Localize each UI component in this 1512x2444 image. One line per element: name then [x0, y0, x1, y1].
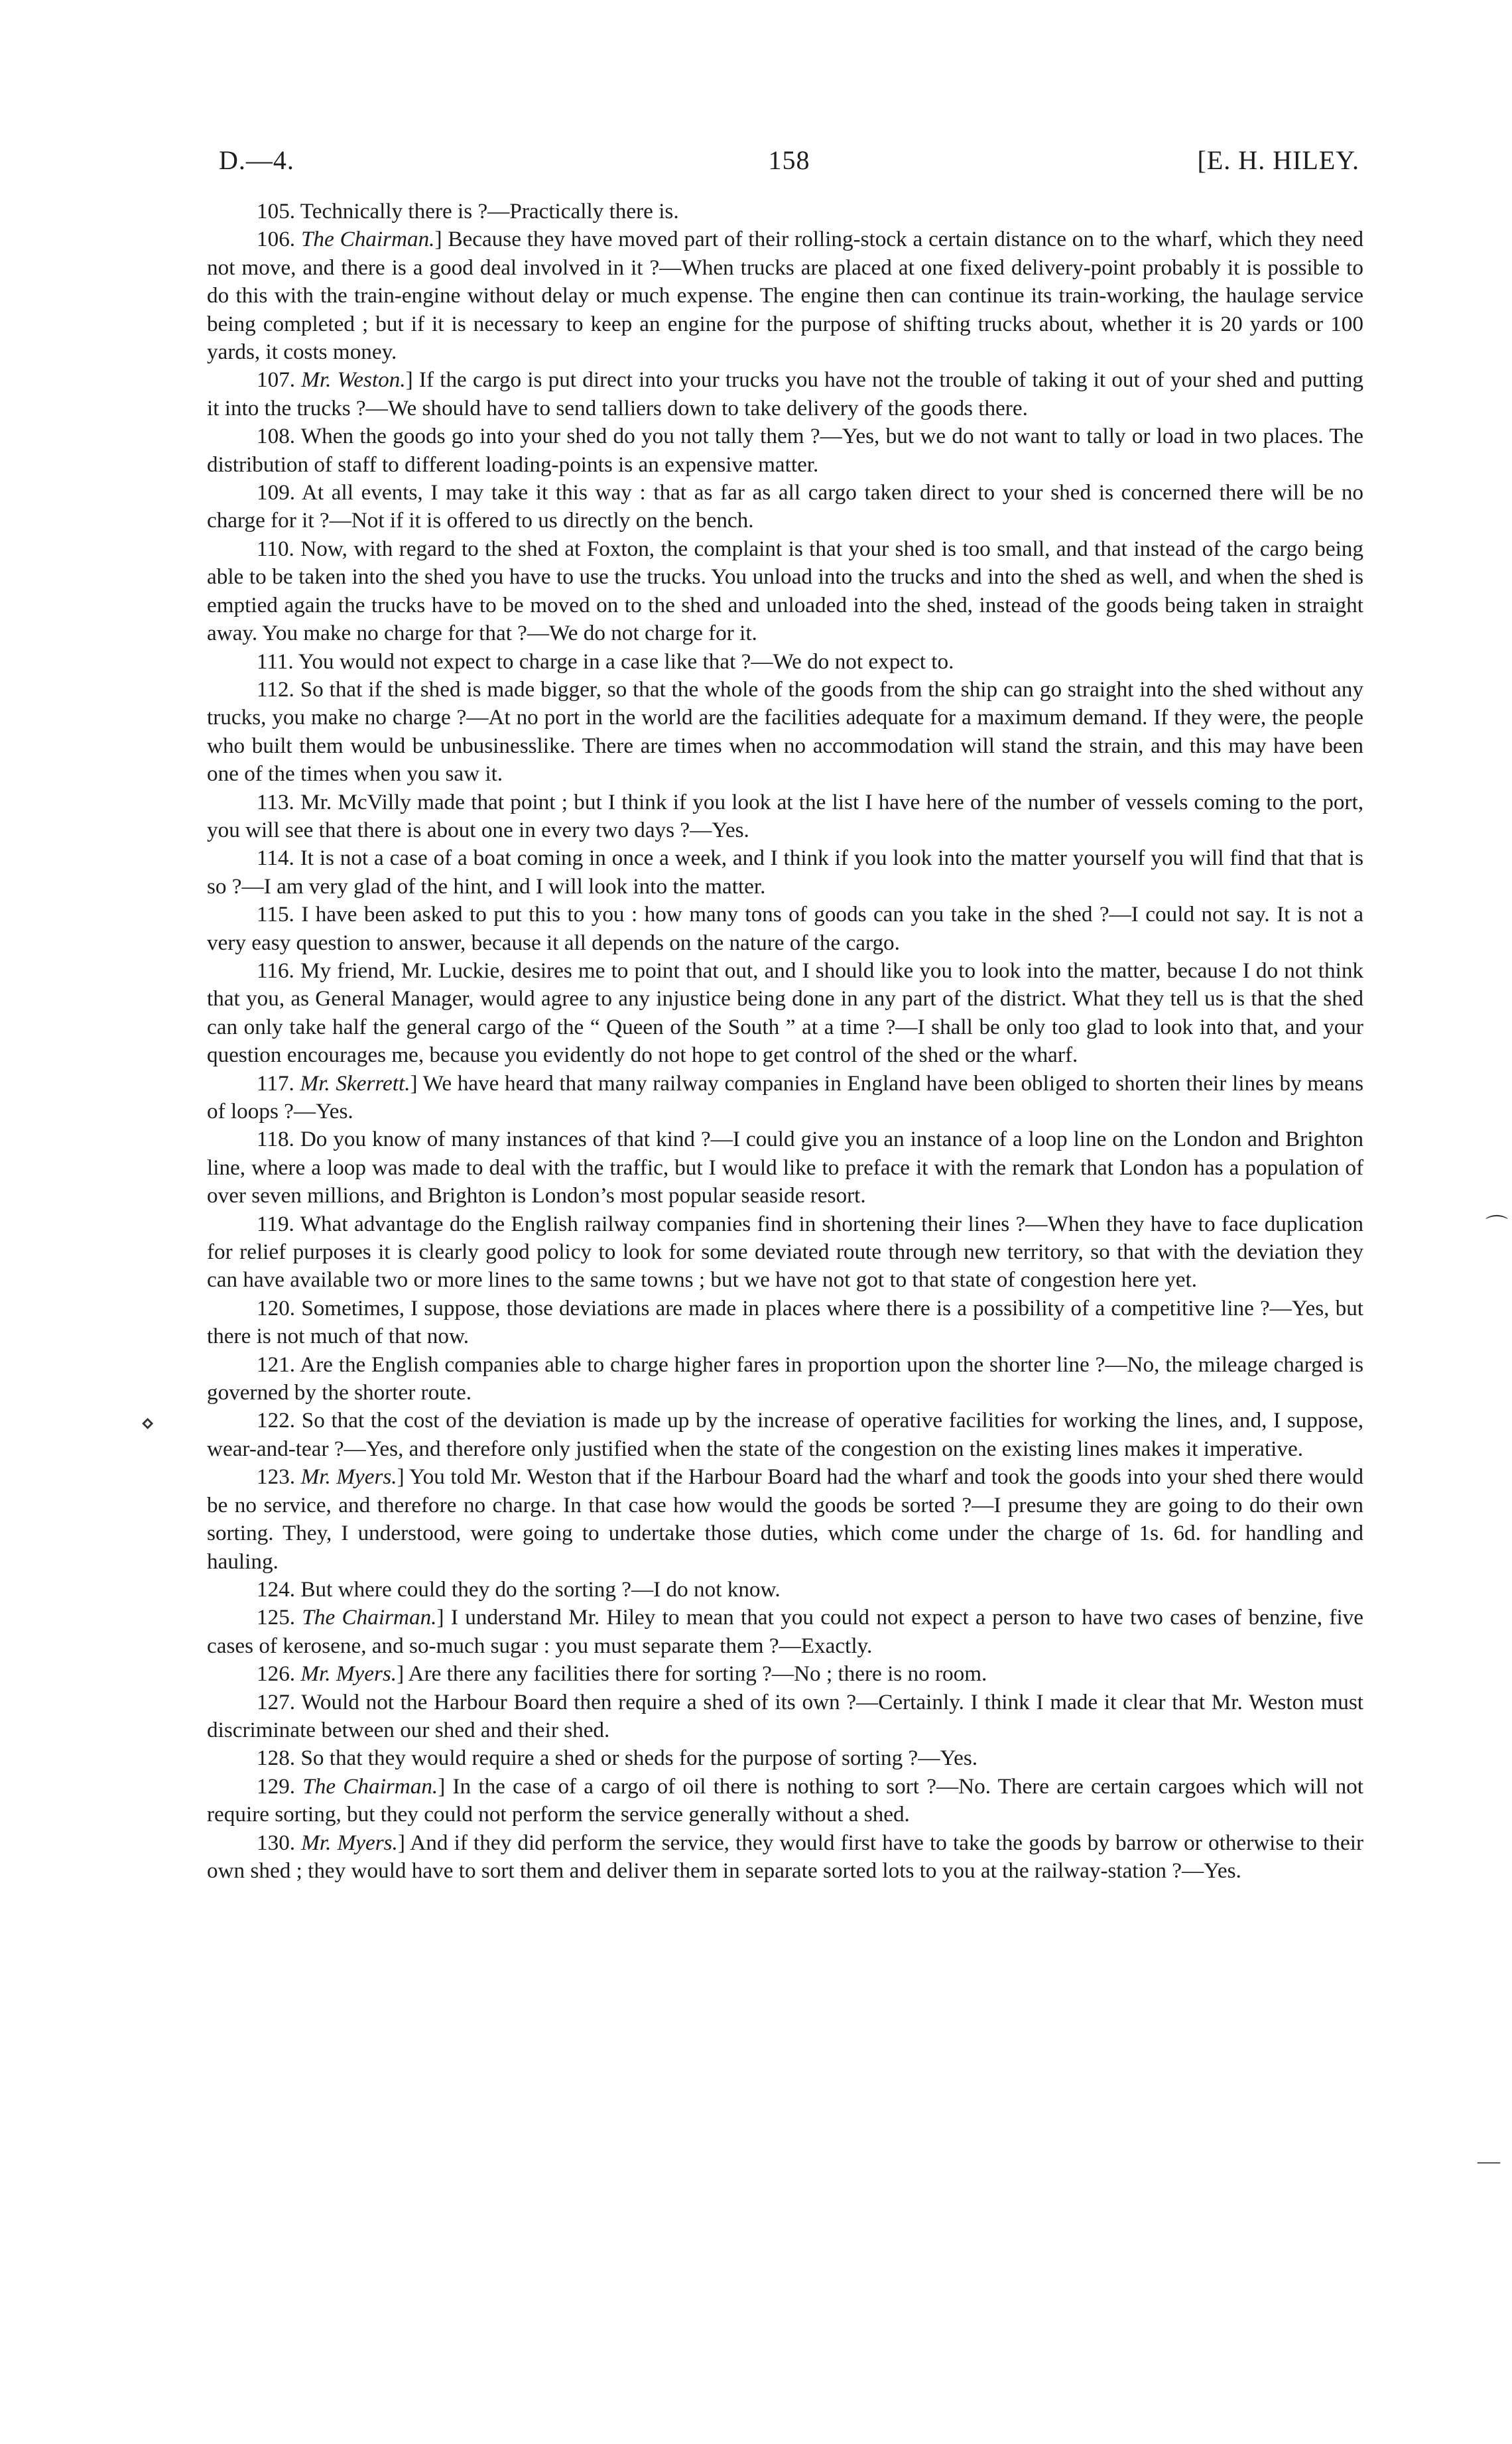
paragraph	[207, 479, 1363, 535]
paragraph-text: So that the cost of the deviation is made up by the increase of operative facilities for working the lines, and, I suppose, wear-and-tear ?—Yes, and therefore only justified when the state of the congestion on the existing lines makes it imperative.	[207, 1408, 1363, 1461]
paragraph-text: And if they did perform the service, they would first have to take the goods by barrow or otherwise to their own shed ; they would have to sort them and deliver them in separate sorted lots to you at the railway-station ?—Yes.	[207, 1830, 1364, 1883]
paragraph-text: Are there any facilities there for sorting ?—No ; there is no room.	[408, 1661, 987, 1687]
paragraph-text: Sometimes, I suppose, those deviations are made in places where there is a possibility of a competitive line ?—Yes, but there is not much of that now.	[207, 1295, 1364, 1349]
paragraph-number: 105.	[257, 199, 296, 224]
paragraph-text: I understand Mr. Hiley to mean that you could not expect a person to have two cases of benzine, five cases of kerosene, and so-much sugar : you must separate them ?—Exactly.	[207, 1605, 1363, 1658]
paragraph: 130. Mr. Myers.] And if they did perform the service, they would first have to take the goods by barrow or otherwise to their own shed ; they would have to sort them and deliver them in separate sorted lots to you at the railway-station ?—Yes.	[207, 1830, 1364, 1883]
paragraph-number: 109.	[257, 480, 296, 505]
paragraph-number: 108.	[257, 424, 296, 449]
speaker-name: Mr. Skerrett.	[300, 1070, 410, 1096]
paragraph-number: 112.	[257, 676, 294, 702]
paragraph-text: Do you know of many instances of that kind ?—I could give you an instance of a loop line on the London and Brighton line, where a loop was made to deal with the traffic, but I would like to preface it with the remark that London has a population of over seven millions, and Brighton is London’s most popular seaside resort.	[207, 1127, 1364, 1208]
paragraph	[207, 676, 1363, 789]
paragraph-text: Are the English companies able to charge higher fares in proportion upon the shorter line ?—No, the mileage charged is governed by the shorter route.	[207, 1352, 1363, 1405]
speaker-name: The Chairman.	[300, 227, 435, 252]
paragraph: 129. The Chairman.] In the case of a cargo of oil there is nothing to sort ?—No. There are certain cargoes which will not require sorting, but they could not perform the service generally without a shed.	[207, 1773, 1363, 1827]
paragraph	[207, 901, 1363, 957]
paragraph-number: 115.	[257, 902, 294, 927]
paragraph: 126. Mr. Myers.] Are there any facilities there for sorting ?—No ; there is no room.	[257, 1661, 987, 1687]
page-header	[219, 145, 1359, 184]
speaker-name: The Chairman.	[302, 1773, 438, 1799]
paragraph: 123. Mr. Myers.] You told Mr. Weston that if the Harbour Board had the wharf and took the goods into your shed there would be no service, and therefore no charge. In that case how would the goods be sorted ?—I presume they are going to do their own sorting. They, I understood, were going to undertake those duties, which come under the charge of 1s. 6d. for handling and hauling.	[207, 1464, 1364, 1574]
witness-name: [E. H. HILEY.	[1197, 145, 1359, 175]
speaker-name: Mr. Myers.	[300, 1661, 397, 1687]
paragraph-number: 126.	[257, 1661, 296, 1687]
paragraph-text: So that if the shed is made bigger, so that the whole of the goods from the ship can go straight into the shed without any trucks, you make no charge ?—At no port in the world are the facilities adequate for a maximum demand. If they were, the people who built them would be unbusinesslike. There are times when no accommodation will stand the strain, and this may have been one of the times when you saw it.	[207, 676, 1363, 787]
margin-mark: ⌒	[1485, 1215, 1508, 1240]
paragraph-text: Mr. McVilly made that point ; but I think if you look at the list I have here of the number of vessels coming to the port, you will see that there is about one in every two days ?—Yes.	[207, 789, 1363, 842]
section-label: D.—4.	[219, 145, 294, 175]
paragraph: 117. Mr. Skerrett.] We have heard that many railway companies in England have been obliged to shorten their lines by means of loops ?—Yes.	[207, 1070, 1364, 1124]
paragraph-text: If the cargo is put direct into your trucks you have not the trouble of taking it out of your shed and putting it into the trucks ?—We should have to send talliers down to take delivery of the goods there.	[207, 367, 1363, 420]
paragraph-number: 117.	[257, 1070, 294, 1096]
paragraph: 106. The Chairman.] Because they have moved part of their rolling-stock a certain distance on to the wharf, which they need not move, and there is a good deal involved in it ?—When trucks are placed at one fixed delivery-point probably it is possible to do this with the train-engine without delay or much expense. The engine then can continue its train-working, the haulage service being completed ; but if it is necessary to keep an engine for the purpose of shifting trucks about, whether it is 20 yards or 100 yards, it costs money.	[207, 227, 1363, 365]
paragraph-number: 107.	[257, 367, 296, 393]
paragraph-text: I have been asked to put this to you : how many tons of goods can you take in the shed ?—I could not say. It is not a very easy question to answer, because it all depends on the nature of the cargo.	[207, 902, 1364, 955]
paragraph-number: 116.	[257, 958, 294, 983]
paragraph	[207, 1295, 1363, 1351]
paragraph-text: But where could they do the sorting ?—I do not know.	[300, 1576, 781, 1602]
paragraph-text: So that they would require a shed or sheds for the purpose of sorting ?—Yes.	[300, 1746, 978, 1771]
transcript-body	[207, 198, 1363, 1885]
paragraph-number: 119.	[257, 1211, 294, 1236]
paragraph-number: 122.	[257, 1408, 296, 1433]
paragraph	[207, 1576, 1363, 1604]
paragraph: 125. The Chairman.] I understand Mr. Hiley to mean that you could not expect a person to have two cases of benzine, five cases of kerosene, and so-much sugar : you must separate them ?—Exactly.	[207, 1605, 1363, 1658]
paragraph-number: 106.	[257, 227, 296, 252]
paragraph-number: 123.	[257, 1464, 296, 1490]
paragraph	[207, 1689, 1363, 1745]
paragraph-text: It is not a case of a boat coming in once a week, and I think if you look into the matter yourself you will find that that is so ?—I am very glad of the hint, and I will look into the matter.	[207, 846, 1363, 899]
paragraph-number: 118.	[257, 1127, 294, 1152]
paragraph-number: 121.	[257, 1352, 296, 1377]
speaker-name: Mr. Weston.	[301, 367, 406, 393]
paragraph	[207, 1744, 1363, 1772]
paragraph	[207, 789, 1363, 845]
paragraph-number: 127.	[257, 1689, 296, 1714]
paragraph-number: 125.	[257, 1605, 296, 1630]
paragraph-text: In the case of a cargo of oil there is nothing to sort ?—No. There are certain cargoes which will not require sorting, but they could not perform the service generally without a shed.	[207, 1773, 1363, 1827]
paragraph-number: 130.	[257, 1830, 296, 1855]
paragraph-text: Now, with regard to the shed at Foxton, the complaint is that your shed is too small, and that instead of the cargo being able to be taken into the shed you have to use the trucks. You unload into the trucks and into the shed as well, and when the shed is emptied again the trucks have to be moved on to the shed and unloaded into the shed, instead of the goods being taken in straight away. You make no charge for that ?—We do not charge for it.	[207, 536, 1363, 646]
paragraph-text: Would not the Harbour Board then require a shed of its own ?—Certainly. I think I made it clear that Mr. Weston must discriminate between our shed and their shed.	[207, 1689, 1363, 1742]
paragraph-number: 124.	[257, 1576, 296, 1602]
paragraph-text: You told Mr. Weston that if the Harbour Board had the wharf and took the goods into your shed there would be no service, and therefore no charge. In that case how would the goods be sorted ?—I presume they are going to do their own sorting. They, I understood, were going to undertake those duties, which come under the charge of 1s. 6d. for handling and hauling.	[207, 1464, 1364, 1574]
paragraph-number: 113.	[257, 789, 294, 814]
paragraph-text: When the goods go into your shed do you not tally them ?—Yes, but we do not want to tally or load in two places. The distribution of staff to different loading-points is an expensive matter.	[207, 424, 1363, 477]
speaker-name: The Chairman.	[302, 1605, 437, 1630]
paragraph-number: 111.	[257, 649, 294, 674]
paragraph	[207, 844, 1363, 901]
paragraph-number: 114.	[257, 846, 294, 871]
paragraph	[207, 1210, 1363, 1295]
paragraph-number: 110.	[257, 536, 294, 561]
speaker-name: Mr. Myers.	[300, 1464, 397, 1490]
paragraph	[207, 957, 1363, 1070]
paragraph	[207, 648, 1363, 676]
paragraph-text: We have heard that many railway companies in England have been obliged to shorten their lines by means of loops ?—Yes.	[207, 1070, 1364, 1124]
paragraph-text: Technically there is ?—Practically there is.	[300, 199, 679, 224]
page-number: 158	[768, 145, 810, 175]
paragraph-text: At all events, I may take it this way : that as far as all cargo taken direct to your shed is concerned there will be no charge for it ?—Not if it is offered to us directly on the bench.	[207, 480, 1364, 533]
paragraph: 107. Mr. Weston.] If the cargo is put direct into your trucks you have not the trouble of taking it out of your shed and putting it into the trucks ?—We should have to send talliers down to take delivery of the goods there.	[207, 367, 1363, 420]
speaker-name: Mr. Myers.	[301, 1830, 398, 1855]
paragraph-number: 128.	[257, 1746, 296, 1771]
paragraph	[207, 1351, 1363, 1407]
paragraph-text: Because they have moved part of their rolling-stock a certain distance on to the wharf, which they need not move, and there is a good deal involved in it ?—When trucks are placed at one fixed delivery-point probably it is possible to do this with the train-engine without delay or much expense. The engine then can continue its train-working, the haulage service being completed ; but if it is necessary to keep an engine for the purpose of shifting trucks about, whether it is 20 yards or 100 yards, it costs money.	[207, 227, 1363, 365]
paragraph	[207, 1126, 1363, 1210]
paragraph	[207, 198, 1363, 225]
paragraph-number: 120.	[257, 1295, 296, 1320]
paragraph-text: What advantage do the English railway companies find in shortening their lines ?—When they have to face duplication for relief purposes it is clearly good policy to look for some deviated route through new territory, so that with the deviation they can have available two or more lines to the same towns ; but we have not got to that state of congestion here yet.	[207, 1211, 1363, 1293]
paragraph	[207, 1407, 1363, 1463]
paragraph-text: My friend, Mr. Luckie, desires me to point that out, and I should like you to look into the matter, because I do not think that you, as General Manager, would agree to any injustice being done in any part of the district. What they tell us is that the shed can only take half the general cargo of the “ Queen of the South ” at a time ?—I shall be only too glad to look into that, and your question encourages me, because you evidently do not hope to get control of the shed or the wharf.	[207, 958, 1364, 1068]
margin-mark: ⋄	[141, 1411, 155, 1436]
margin-mark: ―	[1478, 2149, 1500, 2173]
paragraph-number: 129.	[257, 1773, 296, 1799]
paragraph-text: You would not expect to charge in a case like that ?—We do not expect to.	[298, 649, 954, 674]
paragraph	[207, 422, 1363, 479]
paragraph	[207, 535, 1363, 648]
